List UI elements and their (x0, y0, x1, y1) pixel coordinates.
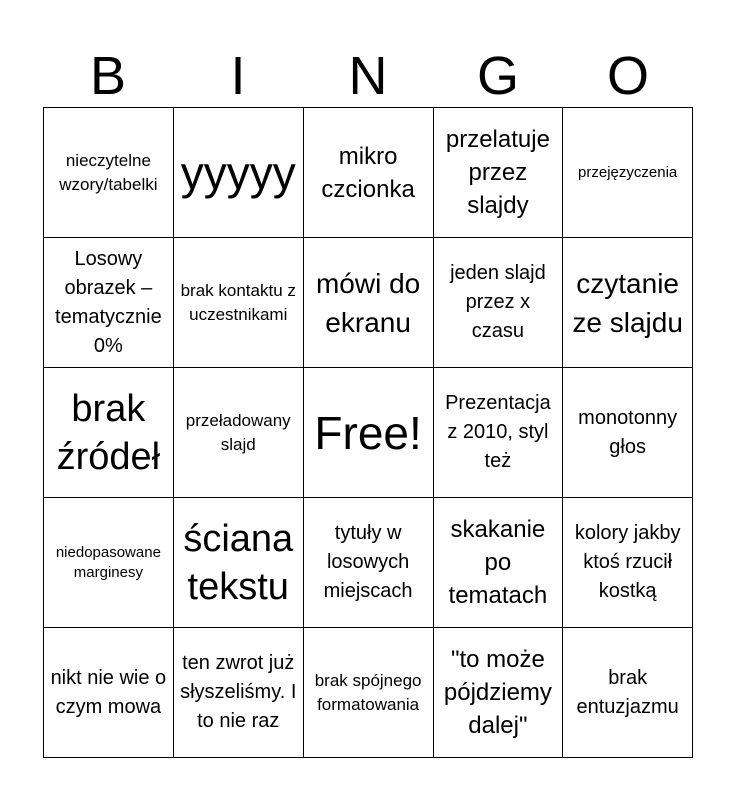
bingo-cell-text: brak kontaktu z uczestnikami (180, 280, 296, 324)
bingo-cell-text: brak źródeł (56, 387, 161, 478)
header-letter-g: G (476, 46, 519, 106)
bingo-cell-text: przelatuje przez slajdy (445, 126, 550, 219)
board-row (44, 628, 693, 758)
bingo-cell-text: mikro czcionka (321, 142, 415, 203)
bingo-cell-text: jeden slajd przez x czasu (450, 262, 546, 342)
bingo-cell-text: Free! (314, 406, 422, 459)
bingo-cell-text: Prezentacja z 2010, styl też (445, 392, 551, 472)
bingo-cell-text: "to może pójdziemy dalej" (443, 646, 552, 739)
bingo-cell[interactable] (563, 238, 693, 368)
board-row (44, 238, 693, 368)
bingo-cell-text: yyyyy (180, 146, 296, 199)
bingo-cell[interactable] (44, 498, 174, 628)
bingo-cell[interactable] (433, 368, 563, 498)
bingo-cell-text: nikt nie wie o czym mowa (50, 666, 167, 718)
bingo-cell[interactable] (563, 108, 693, 238)
bingo-cell-text: przeładowany slajd (185, 410, 291, 454)
bingo-cell-text: tytuły w losowych miejscach (323, 522, 413, 602)
bingo-cell-text: kolory jakby ktoś rzucił kostką (574, 522, 681, 602)
board-row (44, 498, 693, 628)
bingo-cell-text: nieczytelne wzory/tabelki (59, 150, 158, 194)
bingo-cell[interactable] (173, 108, 303, 238)
bingo-cell-text: ściana tekstu (183, 517, 294, 608)
bingo-cell[interactable] (303, 108, 433, 238)
bingo-cell[interactable] (44, 238, 174, 368)
bingo-cell-text: ten zwrot już słyszeliśmy. I to nie raz (180, 652, 297, 732)
bingo-cell[interactable] (433, 628, 563, 758)
bingo-cell[interactable] (44, 628, 174, 758)
bingo-cell-text: brak entuzjazmu (576, 666, 679, 718)
header-letter-o: O (606, 46, 649, 106)
bingo-cell[interactable] (303, 628, 433, 758)
bingo-cell-text: przejęzyczenia (578, 163, 678, 181)
bingo-cell[interactable] (563, 368, 693, 498)
bingo-cell-text: niedopasowane marginesy (55, 543, 161, 581)
bingo-cell[interactable] (303, 498, 433, 628)
bingo-cell[interactable] (173, 238, 303, 368)
bingo-cell[interactable] (433, 498, 563, 628)
bingo-cell[interactable] (433, 108, 563, 238)
bingo-header (43, 44, 693, 108)
bingo-cell-text: skakanie po tematach (448, 516, 548, 609)
bingo-cell[interactable] (563, 498, 693, 628)
bingo-cell[interactable] (563, 628, 693, 758)
bingo-cell[interactable] (433, 238, 563, 368)
bingo-board (43, 107, 693, 758)
board-row (44, 108, 693, 238)
header-letter-n: N (348, 46, 388, 106)
bingo-cell-text: brak spójnego formatowania (314, 670, 422, 714)
bingo-board-body (44, 108, 693, 758)
bingo-cell-text: Losowy obrazek – tematycznie 0% (55, 247, 162, 357)
header-letter-b: B (89, 46, 127, 106)
bingo-cell[interactable] (173, 368, 303, 498)
bingo-cell[interactable] (173, 498, 303, 628)
bingo-cell[interactable] (44, 108, 174, 238)
bingo-cell[interactable] (44, 368, 174, 498)
bingo-cell-text: mówi do ekranu (315, 267, 421, 338)
bingo-cell-text: monotonny głos (578, 406, 678, 458)
header-letter-i: I (230, 46, 246, 106)
bingo-cell[interactable] (173, 628, 303, 758)
bingo-cell-text: czytanie ze slajdu (572, 267, 683, 338)
board-row (44, 368, 693, 498)
bingo-cell[interactable] (303, 368, 433, 498)
bingo-cell[interactable] (303, 238, 433, 368)
